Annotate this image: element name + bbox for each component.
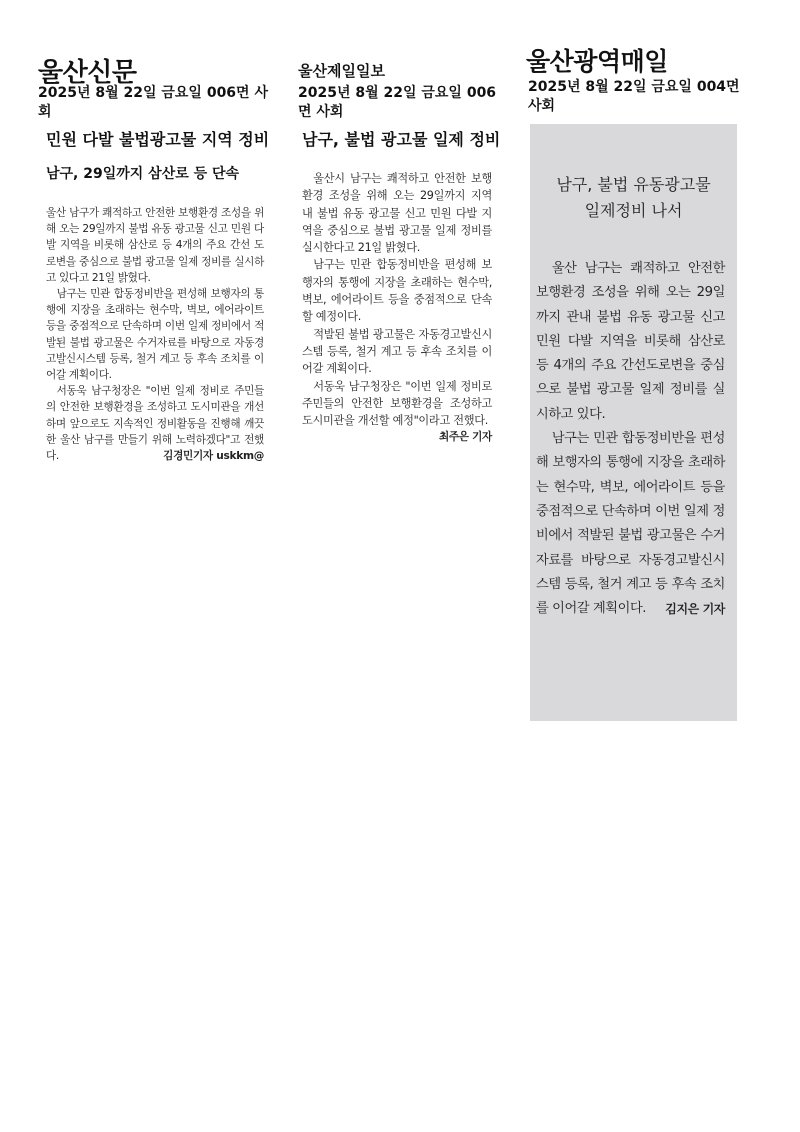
paragraph: 남구는 민관 합동정비반을 편성해 보행자의 통행에 지장을 초래하는 현수막, 벽보, 에어라이트 등을 중점적으로 단속하며 이번 일제 정비에서 적발된 불법 광고물은 수거자료를 바탕으로 자동경고발신시스템 등록, 철거 계고 등 후속 조치를 이어갈 계획이다. (46, 288, 264, 382)
article-body-ulsan-gwangyeok-maeil (536, 257, 725, 621)
dateline-line-2: 사회 (528, 98, 556, 114)
paragraph: 울산 남구는 쾌적하고 안전한 보행환경 조성을 위해 오는 29일까지 관내 불법 유동 광고물 신고 민원 다발 지역을 비롯해 삼산로 등 4개의 주요 간선도로변을 중심으로 불법 광고물 일제 정비를 실시하고 있다. (536, 261, 725, 422)
dateline-ulsan-shinmun (38, 84, 278, 122)
article-body-ulsan-jeil (302, 170, 492, 447)
dateline-ulsan-gwangyeok-maeil (528, 78, 758, 116)
byline-ulsan-shinmun: 김경민기자 uskkm@ (163, 450, 264, 463)
masthead-ulsan-gwangyeok-maeil: 울산광역매일 (526, 47, 668, 76)
paragraph: 울산 남구가 쾌적하고 안전한 보행환경 조성을 위해 오는 29일까지 불법 유동 광고물 신고 민원 다발 지역을 비롯해 삼산로 등 4개의 주요 간선 도로변을 중심으로 불법 광고물 일제 정비를 실시하고 있다고 21일 밝혔다. (46, 207, 264, 284)
dateline-line-1: 2025년 8월 22일 금요일 006 (298, 85, 497, 101)
article-body-ulsan-shinmun (46, 205, 264, 464)
dateline-line-1: 2025년 8월 22일 금요일 006면 사 (38, 85, 268, 101)
paragraph: 서동욱 남구청장은 "이번 일제 정비로 주민들의 안전한 보행환경을 조성하고 도시미관을 개선하며 앞으로도 지속적인 정비활동을 진행해 깨끗한 울산 남구를 만들기 위해 노력하겠다"고 전했다. 김경민기자 uskkm@ (46, 383, 264, 464)
headline-line-1: 남구, 불법 유동광고물 (556, 175, 711, 194)
dateline-line-2: 회 (38, 104, 52, 120)
dateline-line-2: 면 사회 (298, 104, 344, 120)
paragraph: 적발된 불법 광고물은 자동경고발신시스템 등록, 철거 계고 등 후속 조치를 이어갈 계획이다. (302, 327, 492, 376)
dateline-ulsan-jeil (298, 84, 508, 122)
subheadline-ulsan-shinmun: 남구, 29일까지 삼산로 등 단속 (46, 166, 240, 182)
paragraph: 울산시 남구는 쾌적하고 안전한 보행환경 조성을 위해 오는 29일까지 지역 내 불법 유동 광고물 신고 민원 다발 지역을 중심으로 불법 광고물 일제 정비를 실시한다고 21일 밝혔다. (302, 172, 492, 255)
masthead-ulsan-jeil: 울산제일일보 (298, 62, 385, 80)
paragraph: 남구는 민관 합동정비반을 편성해 보행자의 통행에 지장을 초래하는 현수막, 벽보, 에어라이트 등을 중점적으로 단속할 예정이다. (302, 258, 492, 324)
paragraph: 남구는 민관 합동정비반을 편성해 보행자의 통행에 지장을 초래하는 현수막, 벽보, 에어라이트 등을 중점적으로 단속하며 이번 일제 정비에서 적발된 불법 광고물은 수거자료를 바탕으로 자동경고발신시스템 등록, 철거 계고 등 후속 조치를 이어갈 계획이다. 김지은 기자 (536, 427, 725, 621)
dateline-line-1: 2025년 8월 22일 금요일 004면 (528, 79, 740, 95)
masthead-ulsan-shinmun: 울산신문 (38, 58, 137, 88)
headline-ulsan-shinmun: 민원 다발 불법광고물 지역 정비 (46, 130, 270, 149)
headline-ulsan-gwangyeok-maeil (530, 172, 737, 224)
headline-line-2: 일제정비 나서 (584, 201, 683, 220)
headline-ulsan-jeil: 남구, 불법 광고물 일제 정비 (302, 130, 501, 149)
paragraph: 서동욱 남구청장은 "이번 일제 정비로 주민들의 안전한 보행환경을 조성하고 도시미관을 개선할 예정"이라고 전했다. 최주은 기자 (302, 378, 492, 430)
byline-ulsan-gwangyeok-maeil: 김지은 기자 (665, 602, 725, 617)
byline-ulsan-jeil: 최주은 기자 (438, 431, 492, 444)
